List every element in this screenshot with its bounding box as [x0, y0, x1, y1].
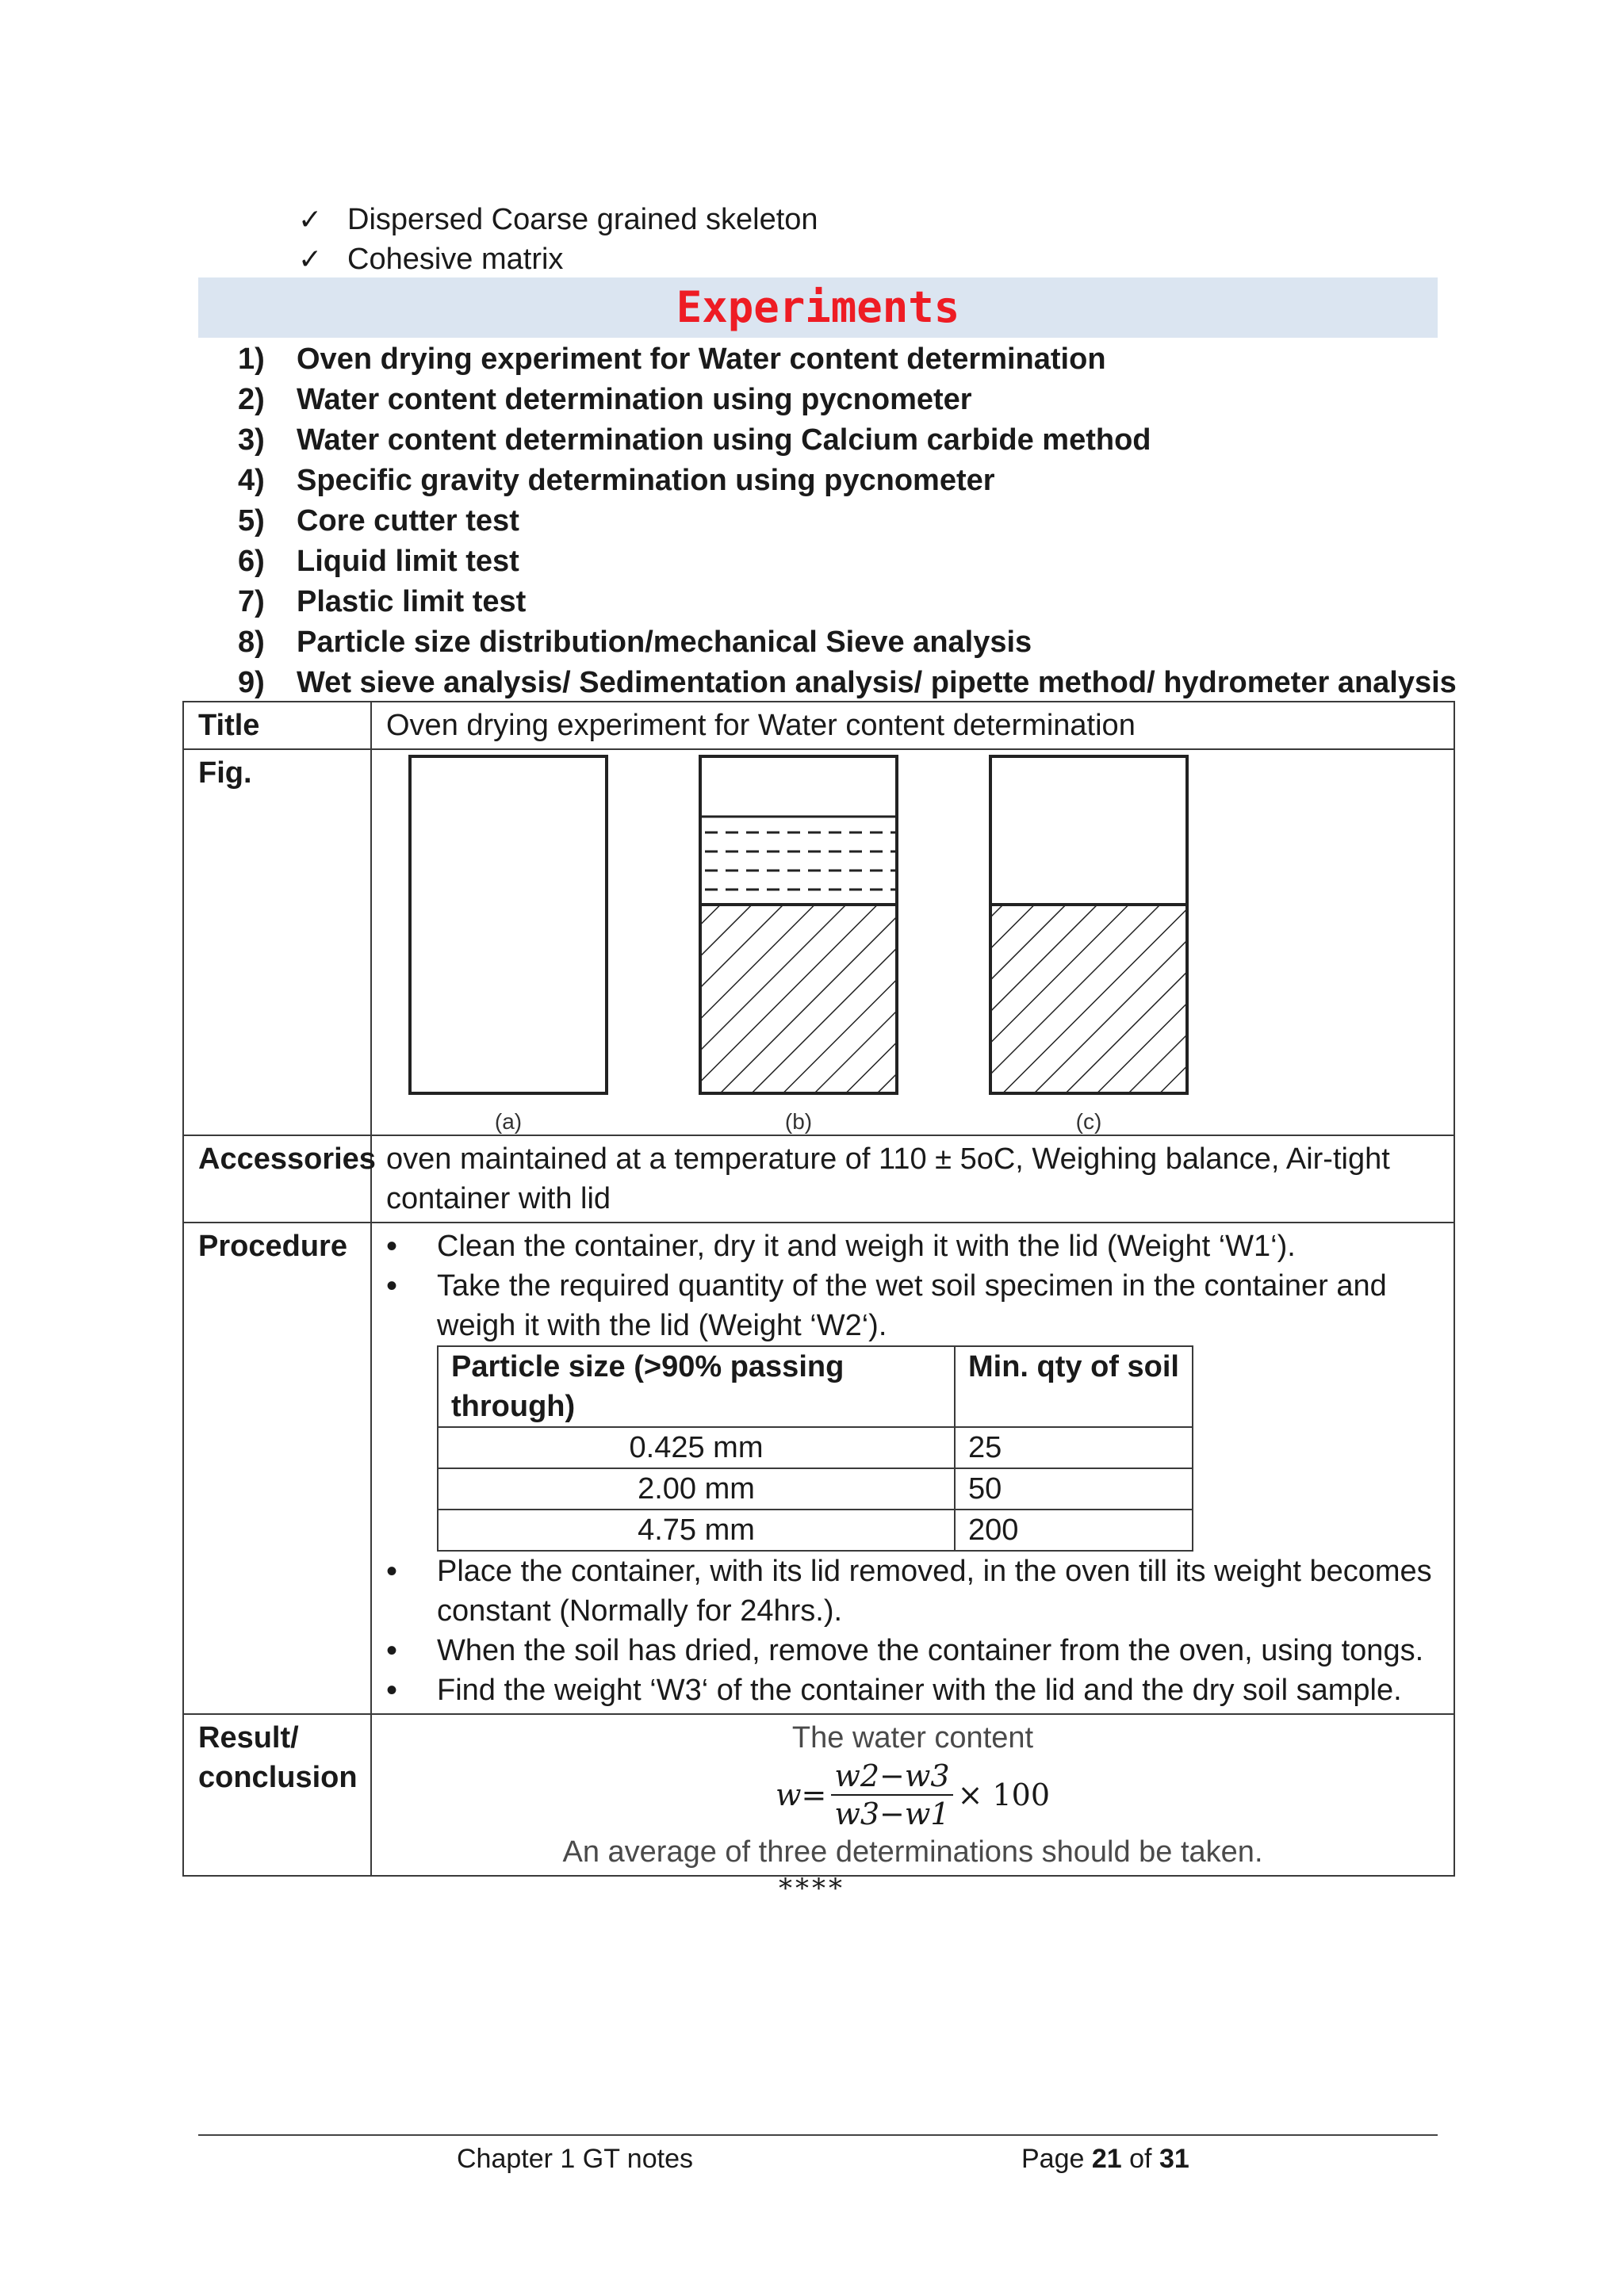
procedure-step: • Find the weight ‘W3‘ of the container with the lid and the dry soil sample. [386, 1670, 1439, 1710]
procedure-step: • When the soil has dried, remove the container from the oven, using tongs. [386, 1631, 1439, 1670]
accessories-value: oven maintained at a temperature of 110 ± 5oC, Weighing balance, Air-tight container with lid [371, 1135, 1454, 1223]
qty-header-row [438, 1346, 1193, 1427]
qty-header: Particle size (>90% passing through) [438, 1346, 955, 1427]
experiment-item: 1) Oven drying experiment for Water content determination [238, 342, 1106, 376]
procedure-cell [371, 1223, 1454, 1714]
bullet-icon: • [386, 1269, 398, 1303]
procedure-step: • Clean the container, dry it and weigh it with the lid (Weight ‘W1‘). [386, 1226, 1439, 1266]
experiment-item: 7) Plastic limit test [238, 585, 527, 618]
procedure-list [386, 1552, 1439, 1710]
container-figure [372, 750, 1455, 1146]
procedure-label: Procedure [183, 1223, 371, 1714]
experiment-item: 2) Water content determination using pycnometer [238, 383, 972, 416]
formula-denominator: w3−w1 [834, 1797, 950, 1831]
title-row [183, 702, 1454, 749]
qty-cell: 200 [955, 1510, 1193, 1551]
figure-cell [371, 749, 1454, 1135]
qty-cell: 4.75 mm [438, 1510, 955, 1551]
result-intro: The water content [791, 1721, 1034, 1755]
figure-caption-b: (b) [784, 1109, 813, 1134]
footer-page-number: Page 21 of 31 [1021, 2144, 1189, 2174]
result-row [183, 1714, 1454, 1876]
title-label: Title [183, 702, 371, 749]
qty-cell: 0.425 mm [438, 1427, 955, 1468]
result-cell [371, 1714, 1454, 1876]
figure-caption-a: (a) [494, 1109, 523, 1134]
container-c-dry-soil [990, 756, 1187, 1093]
figure-label: Fig. [183, 749, 371, 1135]
container-a-empty [410, 756, 607, 1093]
figure-caption-c: (c) [1075, 1109, 1102, 1134]
end-stars: **** [779, 1873, 845, 1904]
check-icon: ✓ [298, 204, 323, 236]
qty-row [438, 1468, 1193, 1510]
footer-divider [198, 2134, 1438, 2136]
experiment-item: 5) Core cutter test [238, 504, 519, 538]
qty-cell: 25 [955, 1427, 1193, 1468]
bullet-icon: • [386, 1229, 398, 1264]
experiment-item: 6) Liquid limit test [238, 545, 519, 578]
title-value: Oven drying experiment for Water content determination [371, 702, 1454, 749]
bullet-icon: • [386, 1554, 398, 1589]
qty-row [438, 1427, 1193, 1468]
experiment-item: 9) Wet sieve analysis/ Sedimentation analysis/ pipette method/ hydrometer analysis [238, 666, 1457, 699]
formula-lhs: w= [775, 1777, 827, 1812]
qty-cell: 2.00 mm [438, 1468, 955, 1510]
result-label: Result/ conclusion [183, 1714, 371, 1876]
water-content-formula [386, 1758, 1439, 1832]
formula-numerator: w2−w3 [831, 1758, 952, 1796]
procedure-list [386, 1226, 1439, 1345]
procedure-row [183, 1223, 1454, 1714]
procedure-step: • Take the required quantity of the wet soil specimen in the container and weigh it with the lid (Weight ‘W2‘). [386, 1266, 1439, 1345]
procedure-step: • Place the container, with its lid removed, in the oven till its weight becomes constant (Normally for 24hrs.). [386, 1552, 1439, 1631]
experiment-list [238, 339, 1507, 703]
accessories-row [183, 1135, 1454, 1223]
checklist-item: ✓ Cohesive matrix [298, 239, 563, 279]
min-qty-table [437, 1345, 1193, 1552]
experiment-item: 3) Water content determination using Calcium carbide method [238, 423, 1151, 457]
footer-chapter: Chapter 1 GT notes [457, 2144, 693, 2174]
container-b-wet-soil [700, 756, 897, 1093]
section-banner: Experiments [198, 277, 1438, 338]
qty-row [438, 1510, 1193, 1551]
qty-header: Min. qty of soil [955, 1346, 1193, 1427]
experiment-item: 4) Specific gravity determination using pycnometer [238, 464, 995, 497]
checklist-item: ✓ Dispersed Coarse grained skeleton [298, 200, 818, 239]
qty-cell: 50 [955, 1468, 1193, 1510]
bullet-icon: • [386, 1673, 398, 1708]
result-note: An average of three determinations should be taken. [562, 1835, 1263, 1869]
figure-row [183, 749, 1454, 1135]
accessories-label: Accessories [183, 1135, 371, 1223]
formula-multiplier: × 100 [957, 1777, 1051, 1812]
check-icon: ✓ [298, 243, 323, 276]
experiment-table [182, 701, 1455, 1877]
bullet-icon: • [386, 1633, 398, 1668]
experiment-item: 8) Particle size distribution/mechanical Sieve analysis [238, 626, 1032, 659]
